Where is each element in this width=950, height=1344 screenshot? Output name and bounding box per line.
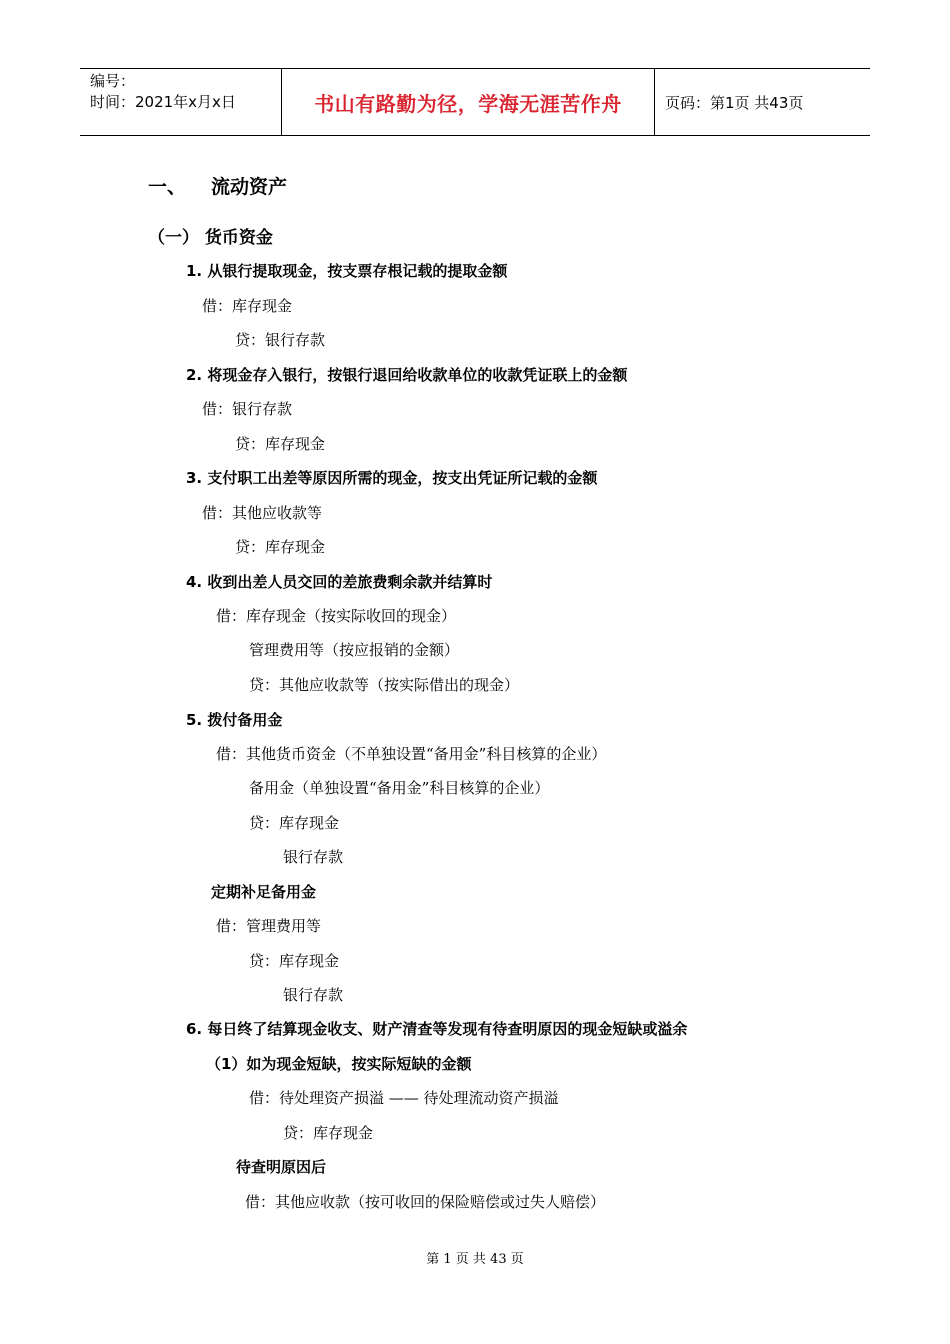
- entry-credit: 贷：库存现金: [249, 814, 340, 832]
- entry-heading: 4. 收到出差人员交回的差旅费剩余款并结算时: [186, 573, 493, 591]
- time-label: 时间：2021年x月x日: [90, 93, 236, 111]
- entry-credit: 贷：库存现金: [235, 435, 326, 453]
- entry-subheading: 待查明原因后: [236, 1158, 327, 1176]
- entry-heading: 5. 拨付备用金: [186, 711, 283, 729]
- page-header: [80, 68, 870, 136]
- entry-credit: 贷：银行存款: [235, 331, 326, 349]
- entry-debit: 借：其他应收款等: [202, 504, 323, 522]
- header-motto: 书山有路勤为径，学海无涯苦作舟: [282, 69, 655, 135]
- section-number: 一、: [148, 176, 187, 198]
- entry-debit: 借：待处理资产损溢 —— 待处理流动资产损溢: [249, 1089, 559, 1107]
- entry-heading: 1. 从银行提取现金，按支票存根记载的提取金额: [186, 262, 508, 280]
- entry-credit: 贷：库存现金: [235, 538, 326, 556]
- entry-heading: 3. 支付职工出差等原因所需的现金，按支出凭证所记载的金额: [186, 469, 598, 487]
- entry-subheading: 定期补足备用金: [211, 883, 317, 901]
- entry-debit: 借：其他货币资金（不单独设置“备用金”科目核算的企业）: [216, 745, 607, 763]
- entry-debit: 借：管理费用等: [216, 917, 322, 935]
- header-page-info: 页码：第1页 共43页: [665, 93, 804, 112]
- entry-debit-extra: 管理费用等（按应报销的金额）: [249, 641, 460, 659]
- number-label: 编号：: [90, 72, 136, 90]
- entry-credit-extra: 银行存款: [283, 848, 344, 866]
- entry-credit: 贷：库存现金: [283, 1124, 374, 1142]
- entry-debit-extra: 备用金（单独设置“备用金”科目核算的企业）: [249, 779, 550, 797]
- entry-debit: 借：银行存款: [202, 400, 293, 418]
- entry-debit: 借：其他应收款（按可收回的保险赔偿或过失人赔偿）: [245, 1193, 606, 1211]
- entry-credit: 贷：其他应收款等（按实际借出的现金）: [249, 676, 520, 694]
- entry-debit: 借：库存现金（按实际收回的现金）: [216, 607, 457, 625]
- subsection-title: （一） 货币资金: [148, 228, 273, 248]
- entry-credit: 贷：库存现金: [249, 952, 340, 970]
- entry-heading: 6. 每日终了结算现金收支、财产清查等发现有待查明原因的现金短缺或溢余: [186, 1020, 688, 1038]
- entry-credit-extra: 银行存款: [283, 986, 344, 1004]
- section-title: 流动资产: [211, 176, 288, 198]
- page-footer: 第 1 页 共 43 页: [426, 1252, 524, 1267]
- header-meta: [80, 69, 282, 135]
- entry-heading: 2. 将现金存入银行，按银行退回给收款单位的收款凭证联上的金额: [186, 366, 628, 384]
- entry-subheading: （1）如为现金短缺，按实际短缺的金额: [206, 1055, 472, 1073]
- entry-debit: 借：库存现金: [202, 297, 293, 315]
